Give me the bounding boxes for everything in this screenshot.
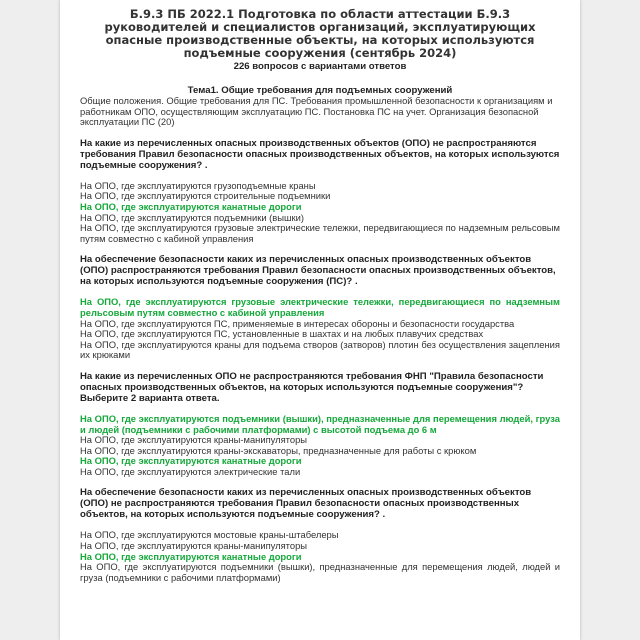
answer-option: На ОПО, где эксплуатируются ПС, применяемые в интересах обороны и безопасности государства <box>80 317 515 329</box>
questions-list <box>80 138 560 584</box>
question-text: На какие из перечисленных опасных производственных объектов (ОПО) не распространяются требования Правил безопасности опасных производственных объектов, на которых используются подъемные сооружения? . <box>80 137 560 171</box>
question-block <box>80 138 560 245</box>
answer-option: На ОПО, где эксплуатируются краны для подъема створов (затворов) плотин без осуществления зацепления их крюками <box>80 338 560 361</box>
document-subtitle: 226 вопросов с вариантами ответов <box>233 61 407 72</box>
answer-option: На ОПО, где эксплуатируются грузоподъемные краны <box>80 179 316 191</box>
answer-option: На ОПО, где эксплуатируются краны-манипуляторы <box>80 540 308 552</box>
topic-description: Общие положения. Общие требования для ПС. Требования промышленной безопасности к организациям и работникам ОПО, осуществляющим эксплуатацию ПС. Постановка ПС на учет. Организация безопасной эксплуатации ПС (20) <box>80 95 553 128</box>
answer-option: На ОПО, где эксплуатируются грузовые электрические тележки, передвигающиеся по надземным рельсовым путям совместно с кабиной управления <box>80 222 560 244</box>
question-text: На какие из перечисленных ОПО не распространяются требования ФНП "Правила безопасности опасных производственных объектов, на которых используются подъемные сооружения"? Выберите 2 варианта ответа. <box>80 370 544 404</box>
document-title: Б.9.3 ПБ 2022.1 Подготовка по области аттестации Б.9.3 руководителей и специалистов организаций, эксплуатирующих опасные производственные объекты, на которых используются подъемные сооружения (сентябрь 2024) <box>104 7 536 60</box>
correct-answer: На ОПО, где эксплуатируются канатные дороги <box>80 200 302 212</box>
question-block <box>80 487 560 583</box>
correct-answer: На ОПО, где эксплуатируются подъемники (вышки), предназначенные для перемещения людей, груза и людей (подъемники с рабочими платформами) с высотой подъема до 6 м <box>80 412 560 435</box>
answer-list <box>80 414 560 478</box>
question-block <box>80 254 560 361</box>
answer-option: На ОПО, где эксплуатируются подъемники (вышки), предназначенные для перемещения людей, людей и груза (подъемники с рабочими платформами) <box>80 561 560 583</box>
answer-list <box>80 181 560 245</box>
answer-option: На ОПО, где эксплуатируются краны-манипуляторы <box>80 434 308 446</box>
document-page <box>60 0 580 640</box>
correct-answer: На ОПО, где эксплуатируются канатные дороги <box>80 550 302 562</box>
correct-answer: На ОПО, где эксплуатируются грузовые электрические тележки, передвигающиеся по надземным рельсовым путям совместно с кабиной управления <box>80 296 560 318</box>
answer-option: На ОПО, где эксплуатируются мостовые краны-штабелеры <box>80 529 339 541</box>
correct-answer: На ОПО, где эксплуатируются канатные дороги <box>80 455 302 467</box>
question-block <box>80 371 560 478</box>
answer-list <box>80 530 560 583</box>
answer-option: На ОПО, где эксплуатируются ПС, установленные в шахтах и на любых плавучих средствах <box>80 328 484 340</box>
answer-option: На ОПО, где эксплуатируются подъемники (вышки) <box>80 211 304 223</box>
answer-option: На ОПО, где эксплуатируются строительные подъемники <box>80 190 331 202</box>
question-text: На обеспечение безопасности каких из перечисленных опасных производственных объектов (ОПО) распространяются требования Правил безопасности опасных производственных объектов, на которых используются подъемные сооружения (ПС)? . <box>80 254 556 288</box>
answer-option: На ОПО, где эксплуатируются краны-экскаваторы, предназначенные для работы с крюком <box>80 444 477 456</box>
answer-option: На ОПО, где эксплуатируются электрические тали <box>80 465 301 477</box>
answer-list <box>80 297 560 361</box>
topic-title: Тема1. Общие требования для подъемных сооружений <box>187 85 453 96</box>
question-text: На обеспечение безопасности каких из перечисленных опасных производственных объектов (ОПО) не распространяются требования Правил безопасности опасных производственных объектов, на которых используются подъемные сооружения? . <box>80 487 532 521</box>
